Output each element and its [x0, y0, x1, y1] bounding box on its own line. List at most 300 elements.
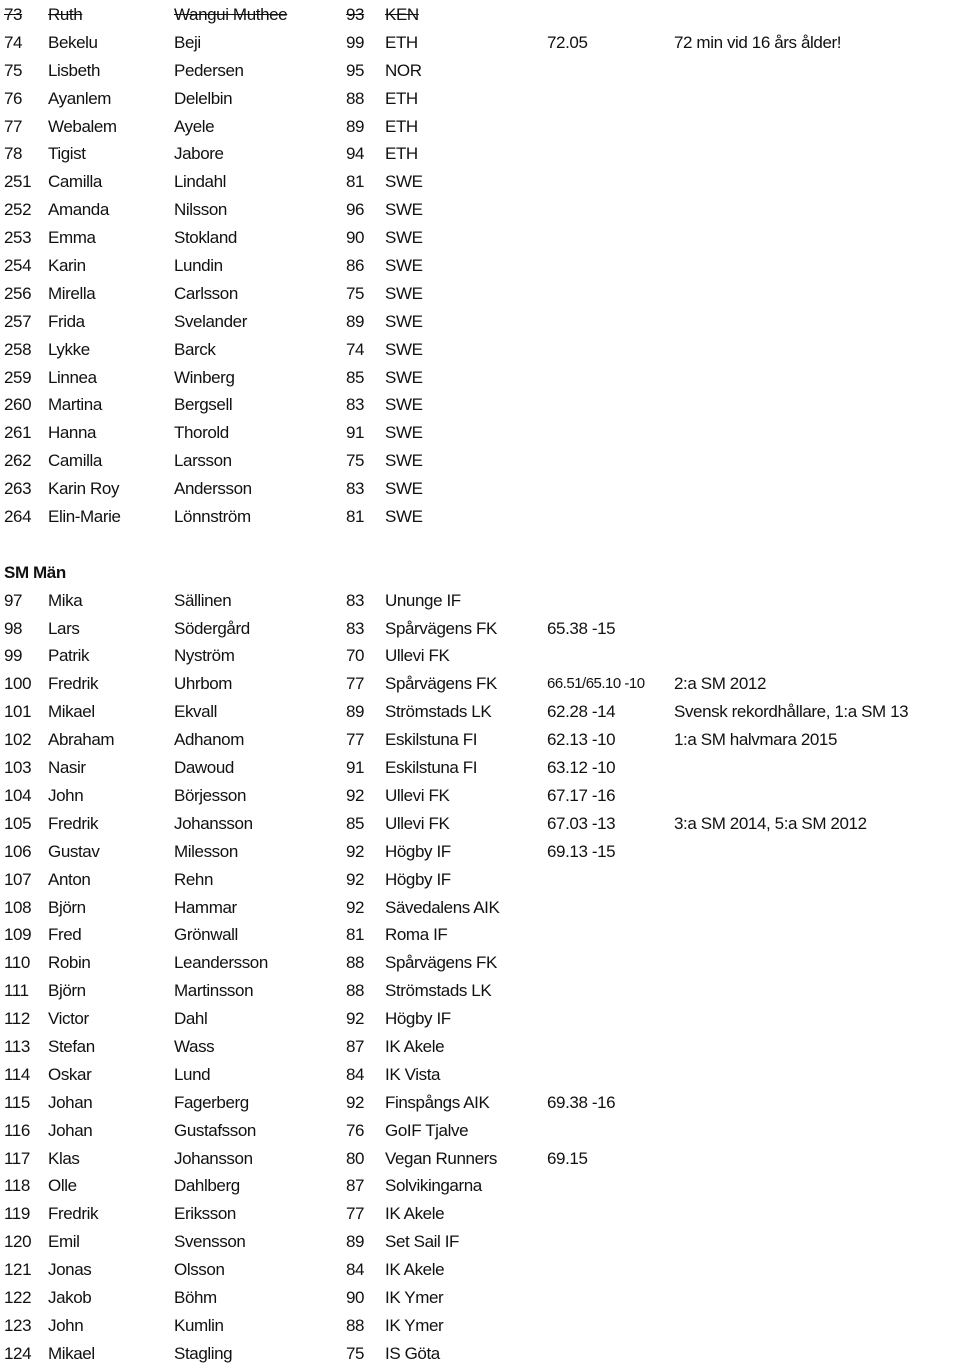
first-name: Mika — [48, 590, 83, 610]
table-row — [0, 29, 960, 57]
first-name: Lykke — [48, 339, 90, 359]
birth-year: 74 — [346, 339, 365, 359]
bib-number: 103 — [4, 758, 32, 778]
table-row — [0, 57, 960, 85]
first-name: Frida — [48, 311, 85, 331]
last-name: Stagling — [174, 1343, 233, 1363]
first-name: Bekelu — [48, 32, 98, 52]
first-name: Anton — [48, 869, 91, 889]
first-name: Karin Roy — [48, 479, 120, 499]
table-row — [0, 280, 960, 308]
first-name: Johan — [48, 1092, 93, 1112]
birth-year: 93 — [346, 5, 365, 24]
birth-year: 99 — [346, 32, 365, 52]
birth-year: 84 — [346, 1064, 365, 1084]
table-row — [0, 642, 960, 670]
note: Svensk rekordhållare, 1:a SM 13 — [674, 702, 909, 722]
table-row — [0, 224, 960, 252]
last-name: Fagerberg — [174, 1092, 249, 1112]
personal-best: 62.28 -14 — [547, 702, 616, 722]
club-or-country: Högby IF — [385, 1009, 451, 1029]
first-name: Linnea — [48, 367, 97, 387]
bib-number: 261 — [4, 423, 32, 443]
birth-year: 89 — [346, 311, 365, 331]
table-row — [0, 168, 960, 196]
table-row — [0, 949, 960, 977]
first-name: Tigist — [48, 144, 86, 164]
last-name: Johansson — [174, 813, 253, 833]
table-row — [0, 113, 960, 141]
club-or-country: SWE — [385, 507, 423, 527]
birth-year: 89 — [346, 1232, 365, 1252]
table-row — [0, 670, 960, 698]
first-name: Jakob — [48, 1287, 92, 1307]
club-or-country: SWE — [385, 451, 423, 471]
last-name: Jabore — [174, 144, 224, 164]
table-row — [0, 447, 960, 475]
last-name: Grönwall — [174, 925, 238, 945]
club-or-country: SWE — [385, 339, 423, 359]
club-or-country: ETH — [385, 32, 418, 52]
bib-number: 257 — [4, 311, 32, 331]
first-name: Karin — [48, 256, 86, 276]
first-name: Emil — [48, 1232, 80, 1252]
birth-year: 70 — [346, 646, 365, 666]
first-name: Björn — [48, 981, 86, 1001]
bib-number: 100 — [4, 674, 32, 694]
club-or-country: Spårvägens FK — [385, 674, 497, 694]
bib-number: 262 — [4, 451, 32, 471]
last-name: Uhrbom — [174, 674, 233, 694]
bib-number: 74 — [4, 32, 23, 52]
table-row — [0, 196, 960, 224]
club-or-country: ETH — [385, 144, 418, 164]
bib-number: 115 — [4, 1092, 30, 1112]
birth-year: 87 — [346, 1176, 365, 1196]
birth-year: 85 — [346, 813, 365, 833]
club-or-country: Strömstads LK — [385, 702, 492, 722]
club-or-country: Spårvägens FK — [385, 618, 497, 638]
club-or-country: IK Vista — [385, 1064, 441, 1084]
personal-best: 66.51/65.10 -10 — [547, 675, 645, 693]
club-or-country: IK Akele — [385, 1036, 445, 1056]
club-or-country: Ullevi FK — [385, 646, 450, 666]
last-name: Larsson — [174, 451, 232, 471]
table-row — [0, 391, 960, 419]
club-or-country: NOR — [385, 60, 422, 80]
club-or-country: SWE — [385, 256, 423, 276]
personal-best: 62.13 -10 — [547, 730, 616, 750]
birth-year: 92 — [346, 897, 365, 917]
first-name: Oskar — [48, 1064, 92, 1084]
birth-year: 88 — [346, 1315, 365, 1335]
bib-number: 117 — [4, 1148, 30, 1168]
birth-year: 96 — [346, 200, 365, 220]
first-name: Emma — [48, 228, 96, 248]
first-name: Fred — [48, 925, 82, 945]
first-name: Mirella — [48, 283, 96, 303]
first-name: Gustav — [48, 841, 100, 861]
birth-year: 91 — [346, 758, 365, 778]
last-name: Delelbin — [174, 88, 233, 108]
club-or-country: Strömstads LK — [385, 981, 492, 1001]
bib-number: 75 — [4, 60, 23, 80]
first-name: Björn — [48, 897, 86, 917]
bib-number: 110 — [4, 953, 30, 973]
last-name: Hammar — [174, 897, 237, 917]
last-name: Sällinen — [174, 590, 232, 610]
club-or-country: SWE — [385, 423, 423, 443]
table-row — [0, 587, 960, 615]
bib-number: 101 — [4, 702, 32, 722]
section-title: SM Män — [4, 562, 66, 582]
last-name: Dahlberg — [174, 1176, 240, 1196]
club-or-country: SWE — [385, 395, 423, 415]
table-row — [0, 1145, 960, 1173]
bib-number: 264 — [4, 507, 32, 527]
birth-year: 75 — [346, 1343, 365, 1363]
birth-year: 76 — [346, 1120, 365, 1140]
first-name: Mikael — [48, 702, 95, 722]
birth-year: 83 — [346, 618, 365, 638]
birth-year: 77 — [346, 730, 365, 750]
table-row — [0, 1, 960, 29]
birth-year: 83 — [346, 479, 365, 499]
club-or-country: Solvikingarna — [385, 1176, 482, 1196]
club-or-country: Ununge IF — [385, 590, 461, 610]
men-section-header — [0, 559, 960, 587]
club-or-country: ETH — [385, 88, 418, 108]
first-name: Victor — [48, 1009, 89, 1029]
last-name: Adhanom — [174, 730, 244, 750]
last-name: Lönnström — [174, 507, 251, 527]
birth-year: 89 — [346, 116, 365, 136]
last-name: Martinsson — [174, 981, 254, 1001]
last-name: Börjesson — [174, 785, 246, 805]
club-or-country: IK Ymer — [385, 1287, 444, 1307]
birth-year: 83 — [346, 590, 365, 610]
birth-year: 88 — [346, 953, 365, 973]
club-or-country: Set Sail IF — [385, 1232, 460, 1252]
club-or-country: Högby IF — [385, 841, 451, 861]
personal-best: 65.38 -15 — [547, 618, 616, 638]
last-name: Bergsell — [174, 395, 233, 415]
table-row — [0, 782, 960, 810]
section-spacer — [0, 531, 960, 559]
personal-best: 67.17 -16 — [547, 785, 616, 805]
table-row — [0, 615, 960, 643]
table-row — [0, 754, 960, 782]
birth-year: 77 — [346, 674, 365, 694]
club-or-country: Eskilstuna FI — [385, 730, 478, 750]
last-name: Beji — [174, 32, 201, 52]
table-row — [0, 1256, 960, 1284]
club-or-country: SWE — [385, 311, 423, 331]
last-name: Leandersson — [174, 953, 268, 973]
birth-year: 88 — [346, 88, 365, 108]
start-list-document — [0, 1, 960, 1368]
birth-year: 85 — [346, 367, 365, 387]
club-or-country: GoIF Tjalve — [385, 1120, 469, 1140]
birth-year: 92 — [346, 841, 365, 861]
table-row — [0, 866, 960, 894]
first-name: Webalem — [48, 116, 117, 136]
first-name: Klas — [48, 1148, 80, 1168]
club-or-country: Roma IF — [385, 925, 448, 945]
last-name: Thorold — [174, 423, 229, 443]
first-name: Camilla — [48, 451, 102, 471]
bib-number: 263 — [4, 479, 32, 499]
bib-number: 119 — [4, 1204, 30, 1224]
table-row — [0, 1200, 960, 1228]
club-or-country: Eskilstuna FI — [385, 758, 478, 778]
birth-year: 92 — [346, 785, 365, 805]
last-name: Wass — [174, 1036, 215, 1056]
note: 3:a SM 2014, 5:a SM 2012 — [674, 813, 867, 833]
birth-year: 87 — [346, 1036, 365, 1056]
bib-number: 123 — [4, 1315, 32, 1335]
last-name: Dahl — [174, 1009, 208, 1029]
birth-year: 92 — [346, 1092, 365, 1112]
bib-number: 120 — [4, 1232, 32, 1252]
birth-year: 81 — [346, 925, 365, 945]
first-name: Ayanlem — [48, 88, 112, 108]
first-name: Nasir — [48, 758, 86, 778]
last-name: Eriksson — [174, 1204, 236, 1224]
birth-year: 92 — [346, 1009, 365, 1029]
last-name: Lundin — [174, 256, 223, 276]
bib-number: 253 — [4, 228, 32, 248]
first-name: Elin-Marie — [48, 507, 121, 527]
first-name: Johan — [48, 1120, 93, 1140]
table-row — [0, 1033, 960, 1061]
bib-number: 121 — [4, 1260, 32, 1280]
club-or-country: Spårvägens FK — [385, 953, 497, 973]
birth-year: 75 — [346, 283, 365, 303]
last-name: Ekvall — [174, 702, 217, 722]
table-row — [0, 336, 960, 364]
personal-best: 72.05 — [547, 32, 588, 52]
last-name: Olsson — [174, 1260, 225, 1280]
first-name: Fredrik — [48, 674, 99, 694]
bib-number: 73 — [4, 5, 23, 24]
last-name: Kumlin — [174, 1315, 224, 1335]
bib-number: 118 — [4, 1176, 30, 1196]
table-row — [0, 308, 960, 336]
table-row — [0, 503, 960, 531]
table-row — [0, 838, 960, 866]
last-name: Barck — [174, 339, 216, 359]
first-name: Robin — [48, 953, 91, 973]
last-name: Dawoud — [174, 758, 234, 778]
last-name: Svelander — [174, 311, 247, 331]
club-or-country: Ullevi FK — [385, 785, 450, 805]
table-row — [0, 475, 960, 503]
first-name: Abraham — [48, 730, 115, 750]
last-name: Winberg — [174, 367, 235, 387]
birth-year: 94 — [346, 144, 365, 164]
birth-year: 88 — [346, 981, 365, 1001]
men-list — [0, 587, 960, 1368]
bib-number: 254 — [4, 256, 32, 276]
bib-number: 108 — [4, 897, 32, 917]
bib-number: 259 — [4, 367, 32, 387]
club-or-country: SWE — [385, 228, 423, 248]
birth-year: 95 — [346, 60, 365, 80]
bib-number: 104 — [4, 785, 32, 805]
personal-best: 69.15 — [547, 1148, 588, 1168]
first-name: Patrik — [48, 646, 90, 666]
table-row — [0, 364, 960, 392]
last-name: Wangui Muthee — [174, 5, 288, 24]
personal-best: 67.03 -13 — [547, 813, 616, 833]
bib-number: 122 — [4, 1287, 32, 1307]
bib-number: 76 — [4, 88, 23, 108]
last-name: Rehn — [174, 869, 214, 889]
table-row — [0, 140, 960, 168]
bib-number: 256 — [4, 283, 32, 303]
first-name: Stefan — [48, 1036, 95, 1056]
club-or-country: SWE — [385, 283, 423, 303]
birth-year: 83 — [346, 395, 365, 415]
birth-year: 86 — [346, 256, 365, 276]
table-row — [0, 698, 960, 726]
club-or-country: Finspångs AIK — [385, 1092, 490, 1112]
bib-number: 78 — [4, 144, 23, 164]
note: 2:a SM 2012 — [674, 674, 766, 694]
bib-number: 112 — [4, 1009, 30, 1029]
table-row — [0, 810, 960, 838]
first-name: Lars — [48, 618, 80, 638]
last-name: Nyström — [174, 646, 235, 666]
table-row — [0, 921, 960, 949]
birth-year: 89 — [346, 702, 365, 722]
club-or-country: ETH — [385, 116, 418, 136]
bib-number: 252 — [4, 200, 32, 220]
birth-year: 90 — [346, 1287, 365, 1307]
table-row — [0, 1172, 960, 1200]
last-name: Gustafsson — [174, 1120, 256, 1140]
personal-best: 63.12 -10 — [547, 758, 616, 778]
bib-number: 102 — [4, 730, 32, 750]
last-name: Södergård — [174, 618, 250, 638]
table-row — [0, 1284, 960, 1312]
last-name: Lindahl — [174, 172, 227, 192]
birth-year: 80 — [346, 1148, 365, 1168]
bib-number: 98 — [4, 618, 23, 638]
birth-year: 81 — [346, 172, 365, 192]
bib-number: 114 — [4, 1064, 30, 1084]
table-row — [0, 1340, 960, 1368]
bib-number: 97 — [4, 590, 23, 610]
table-row — [0, 419, 960, 447]
birth-year: 75 — [346, 451, 365, 471]
first-name: Hanna — [48, 423, 97, 443]
club-or-country: Sävedalens AIK — [385, 897, 500, 917]
table-row — [0, 1089, 960, 1117]
last-name: Böhm — [174, 1287, 217, 1307]
last-name: Johansson — [174, 1148, 253, 1168]
last-name: Andersson — [174, 479, 252, 499]
bib-number: 260 — [4, 395, 32, 415]
table-row — [0, 85, 960, 113]
bib-number: 109 — [4, 925, 32, 945]
table-row — [0, 1005, 960, 1033]
birth-year: 91 — [346, 423, 365, 443]
women-list — [0, 1, 960, 531]
birth-year: 77 — [346, 1204, 365, 1224]
table-row — [0, 1061, 960, 1089]
first-name: Amanda — [48, 200, 109, 220]
bib-number: 107 — [4, 869, 32, 889]
club-or-country: IK Ymer — [385, 1315, 444, 1335]
bib-number: 258 — [4, 339, 32, 359]
table-row — [0, 977, 960, 1005]
first-name: John — [48, 785, 84, 805]
bib-number: 77 — [4, 116, 23, 136]
first-name: Fredrik — [48, 1204, 99, 1224]
bib-number: 116 — [4, 1120, 30, 1140]
first-name: Mikael — [48, 1343, 95, 1363]
birth-year: 81 — [346, 507, 365, 527]
birth-year: 84 — [346, 1260, 365, 1280]
first-name: Camilla — [48, 172, 102, 192]
club-or-country: SWE — [385, 367, 423, 387]
table-row — [0, 1312, 960, 1340]
club-or-country: KEN — [385, 5, 419, 24]
birth-year: 90 — [346, 228, 365, 248]
last-name: Nilsson — [174, 200, 227, 220]
last-name: Stokland — [174, 228, 237, 248]
first-name: Martina — [48, 395, 102, 415]
personal-best: 69.38 -16 — [547, 1092, 616, 1112]
last-name: Carlsson — [174, 283, 238, 303]
note: 72 min vid 16 års ålder! — [674, 32, 842, 52]
club-or-country: SWE — [385, 172, 423, 192]
first-name: Lisbeth — [48, 60, 101, 80]
first-name: Jonas — [48, 1260, 92, 1280]
first-name: Olle — [48, 1176, 77, 1196]
last-name: Lund — [174, 1064, 211, 1084]
table-row — [0, 1228, 960, 1256]
club-or-country: Vegan Runners — [385, 1148, 497, 1168]
first-name: John — [48, 1315, 84, 1335]
table-row — [0, 252, 960, 280]
bib-number: 105 — [4, 813, 32, 833]
table-row — [0, 894, 960, 922]
table-row — [0, 726, 960, 754]
last-name: Pedersen — [174, 60, 244, 80]
note: 1:a SM halvmara 2015 — [674, 730, 838, 750]
personal-best: 69.13 -15 — [547, 841, 616, 861]
club-or-country: IK Akele — [385, 1204, 445, 1224]
bib-number: 99 — [4, 646, 23, 666]
bib-number: 124 — [4, 1343, 32, 1363]
club-or-country: IK Akele — [385, 1260, 445, 1280]
club-or-country: Högby IF — [385, 869, 451, 889]
first-name: Ruth — [48, 5, 83, 24]
club-or-country: SWE — [385, 479, 423, 499]
bib-number: 106 — [4, 841, 32, 861]
last-name: Svensson — [174, 1232, 246, 1252]
first-name: Fredrik — [48, 813, 99, 833]
bib-number: 111 — [4, 981, 29, 1001]
bib-number: 113 — [4, 1036, 30, 1056]
club-or-country: SWE — [385, 200, 423, 220]
bib-number: 251 — [4, 172, 32, 192]
club-or-country: Ullevi FK — [385, 813, 450, 833]
table-row — [0, 1117, 960, 1145]
